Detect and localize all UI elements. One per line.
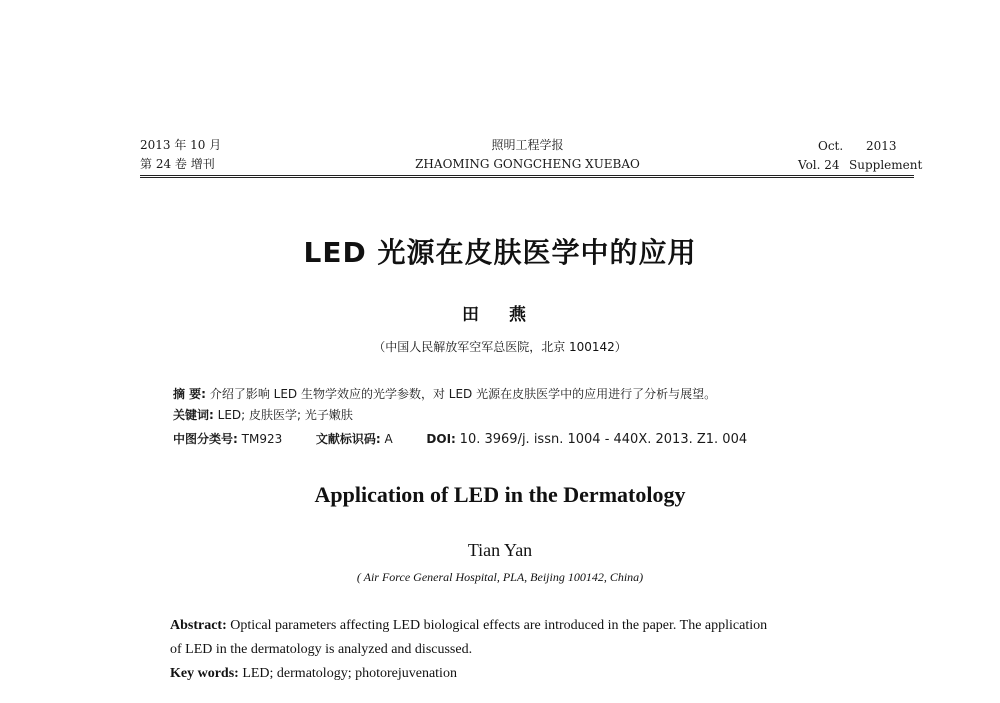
author-en: Tian Yan <box>467 540 533 560</box>
abstract-en-text-line2: of LED in the dermatology is analyzed and discussed. <box>170 642 473 657</box>
keywords-en-text: LED; dermatology; photorejuvenation <box>242 666 457 681</box>
abstract-en-text-line1: Optical parameters affecting LED biological effects are introduced in the paper. The application <box>230 618 768 633</box>
doi-value: 10. 3969/j. issn. 1004 - 440X. 2013. Z1. 004 <box>459 432 748 447</box>
affiliation-cn: （中国人民解放军空军总医院，北京 100142） <box>373 340 627 354</box>
affiliation-en: ( Air Force General Hospital, PLA, Beijing 100142, China) <box>356 570 644 584</box>
header-month-en: Oct. <box>818 139 844 153</box>
title-cn: LED 光源在皮肤医学中的应用 <box>303 236 697 269</box>
header-date-cn: 2013 年 10 月 <box>140 138 222 152</box>
keywords-cn-text: LED; 皮肤医学; 光子嫩肤 <box>217 408 353 422</box>
abstract-cn <box>173 385 716 402</box>
author-cn: 田 燕 <box>462 305 538 325</box>
header-rule-thin <box>140 177 914 178</box>
classification-line <box>173 430 747 447</box>
abstract-en <box>170 615 767 637</box>
header-year-en: 2013 <box>866 139 897 153</box>
header-supplement-en: Supplement <box>849 158 923 172</box>
doc-code-label: 文献标识码: <box>315 432 381 446</box>
keywords-cn <box>173 406 353 423</box>
header-volume-cn: 第 24 卷 增刊 <box>140 157 215 171</box>
header-volume-en: Vol. 24 <box>798 158 840 172</box>
doi-label: DOI: <box>426 432 456 446</box>
abstract-en-label: Abstract: <box>170 618 227 633</box>
keywords-en-label: Key words: <box>170 666 239 681</box>
keywords-en <box>170 663 457 685</box>
header-journal-en: ZHAOMING GONGCHENG XUEBAO <box>415 157 640 171</box>
clc-value: TM923 <box>241 432 283 446</box>
abstract-cn-label: 摘 要: <box>173 387 206 401</box>
abstract-cn-text: 介绍了影响 LED 生物学效应的光学参数，对 LED 光源在皮肤医学中的应用进行了分析与展望。 <box>209 387 717 401</box>
clc-label: 中图分类号: <box>173 432 238 446</box>
keywords-cn-label: 关键词: <box>173 408 214 422</box>
header-journal-cn: 照明工程学报 <box>491 138 564 152</box>
doc-code-value: A <box>384 432 393 446</box>
title-en: Application of LED in the Dermatology <box>314 482 686 507</box>
header-rule <box>140 175 914 176</box>
